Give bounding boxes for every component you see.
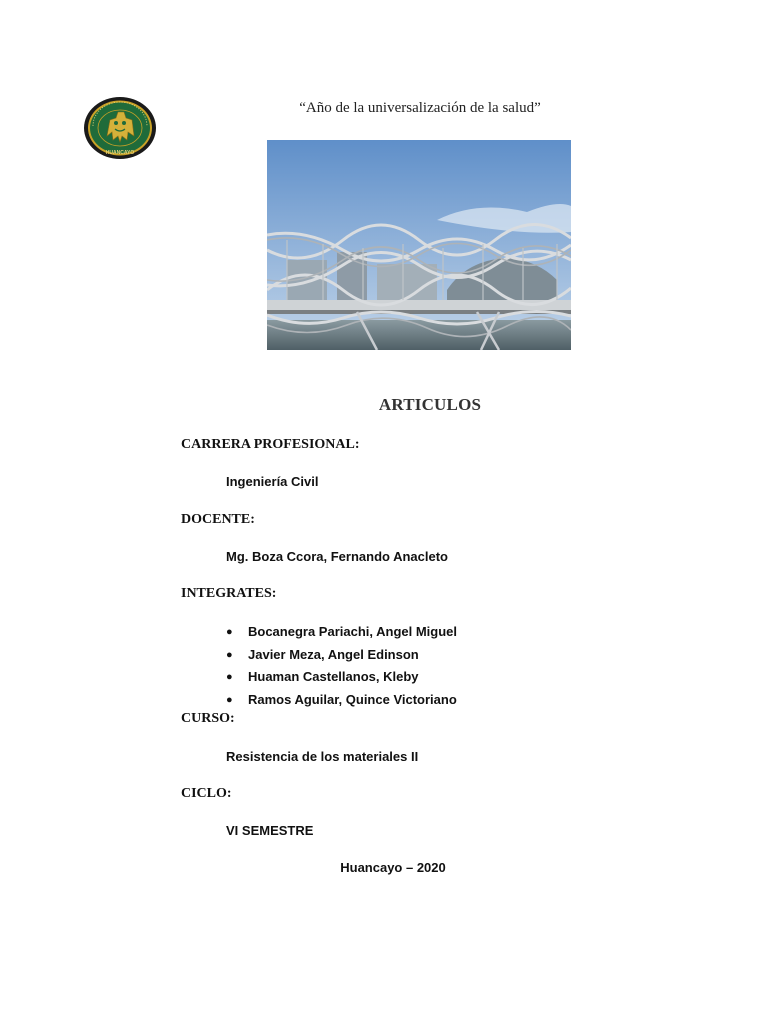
document-title: ARTICULOS <box>378 395 482 414</box>
member-name: Ramos Aguilar, Quince Victoriano <box>248 691 457 707</box>
bullet-icon: ● <box>226 671 233 683</box>
bullet-icon: ● <box>226 693 233 706</box>
helix-bridge-photo <box>267 140 571 350</box>
seal-bottom-text: HUANCAYO <box>105 150 135 156</box>
members-label: INTEGRATES: <box>181 586 277 601</box>
list-item <box>226 691 457 714</box>
university-seal-icon <box>83 96 157 160</box>
member-name: Bocanegra Pariachi, Angel Miguel <box>248 624 458 639</box>
member-name: Huaman Castellanos, Kleby <box>248 669 419 684</box>
career-value: Ingeniería Civil <box>226 474 319 489</box>
career-label: CARRERA PROFESIONAL: <box>181 437 360 452</box>
members-list <box>226 623 457 713</box>
list-item <box>226 646 457 669</box>
bridge-illustration <box>267 140 571 350</box>
list-item <box>226 668 457 691</box>
member-name: Javier Meza, Angel Edinson <box>248 646 419 662</box>
bullet-icon: ● <box>226 626 233 638</box>
place-date: Huancayo – 2020 <box>340 860 446 875</box>
cycle-label: CICLO: <box>181 786 232 801</box>
teacher-label: DOCENTE: <box>181 512 255 527</box>
teacher-value: Mg. Boza Ccora, Fernando Anacleto <box>226 549 448 564</box>
cycle-value: VI SEMESTRE <box>226 823 314 838</box>
list-item <box>226 623 457 646</box>
bullet-icon: ● <box>226 648 233 661</box>
motto-text: “Año de la universalización de la salud” <box>299 100 541 116</box>
course-value: Resistencia de los materiales II <box>226 749 419 764</box>
seal-graphic <box>83 96 157 160</box>
course-label: CURSO: <box>181 711 235 726</box>
